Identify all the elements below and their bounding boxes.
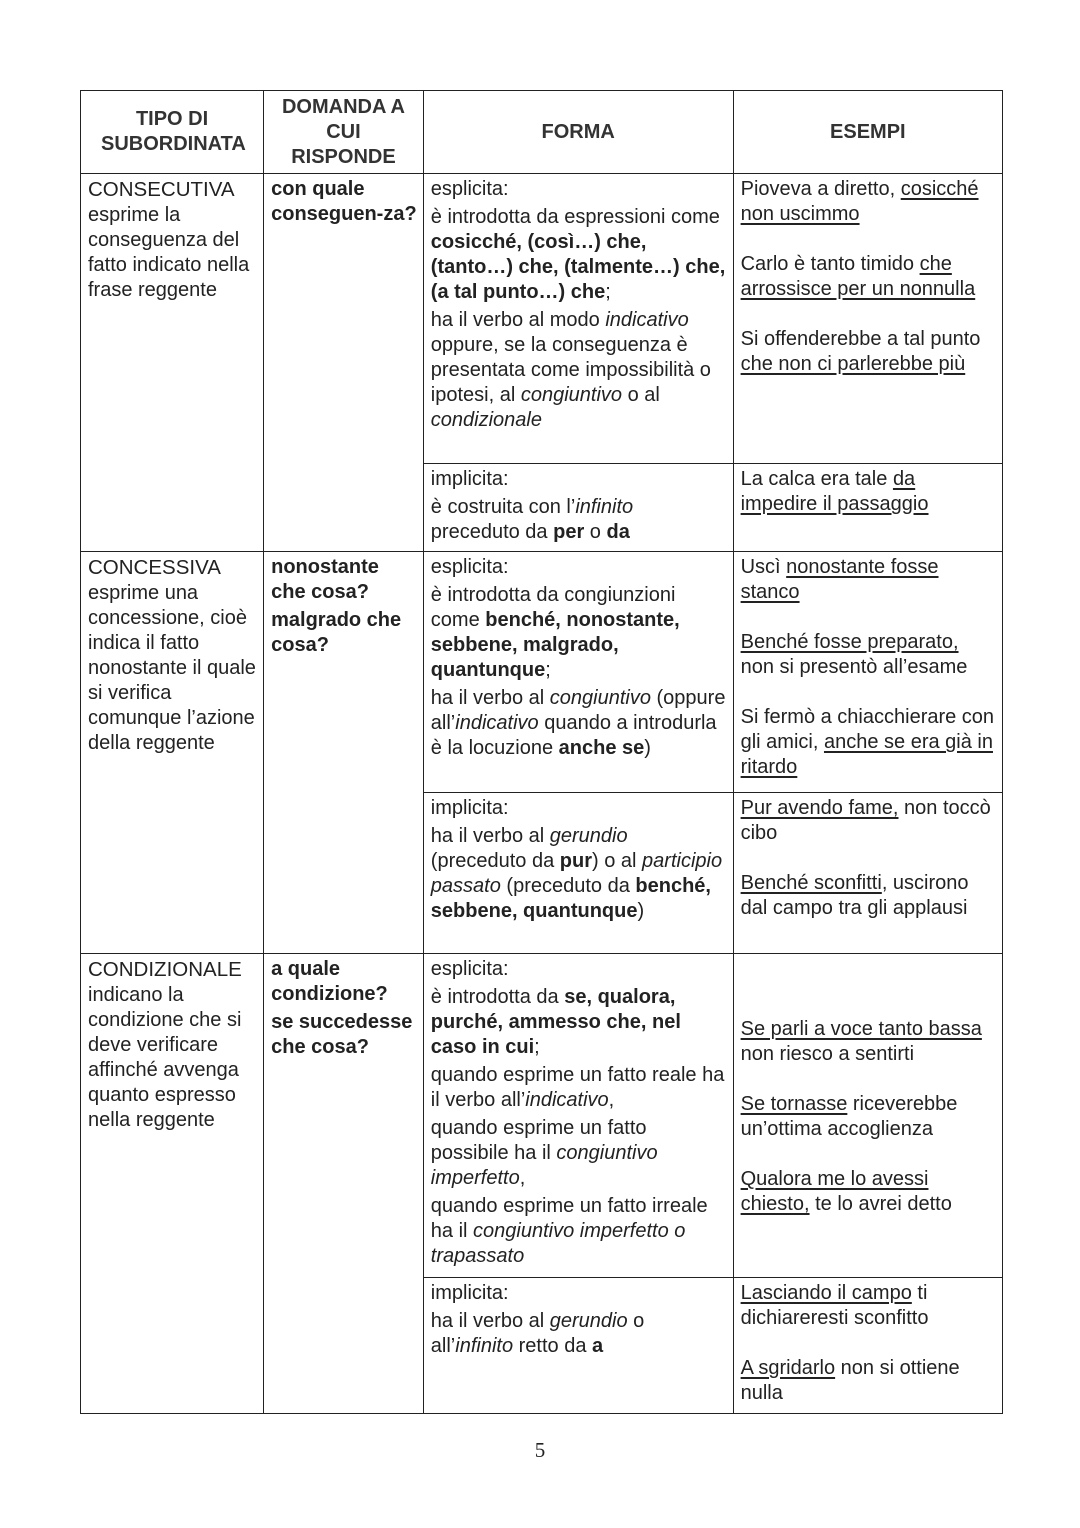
text: quando esprime un fatto reale ha il verbo all’ (430, 1064, 725, 1111)
text: retto da (513, 1335, 592, 1357)
tipo-description: esprime la conseguenza del fatto indicato nella frase reggente (88, 204, 250, 301)
esempio (741, 327, 996, 377)
italic-text: gerundio (549, 825, 628, 847)
text: quando esprime un fatto possibile ha il (430, 1117, 647, 1164)
underlined-text: A sgridarlo (740, 1357, 836, 1379)
page-number: 5 (534, 1438, 546, 1462)
esempio (741, 555, 996, 605)
forma-paragraph (431, 308, 727, 433)
forma-label: esplicita: (430, 958, 509, 980)
domanda-text: malgrado che cosa? (271, 609, 402, 656)
underlined-text: che non ci parlerebbe più (740, 353, 966, 375)
bold-text: benché, sebbene, quantunque (430, 875, 711, 922)
bold-text: anche se (558, 737, 645, 759)
forma-paragraph (431, 205, 727, 305)
table-row (81, 552, 1003, 793)
forma-cell (423, 954, 733, 1278)
text: o al (622, 384, 660, 406)
underlined-text: Se parli a voce tanto bassa (740, 1018, 982, 1040)
header-forma: FORMA (423, 91, 733, 174)
forma-paragraph (431, 495, 727, 545)
italic-text: participio passato (430, 850, 723, 897)
underlined-text: Pur avendo fame, (740, 797, 899, 819)
forma-label: implicita: (430, 468, 509, 490)
text: è costruita con l’ (430, 496, 576, 518)
italic-text: indicativo (605, 309, 689, 331)
text: , uscirono dal campo tra gli applausi (740, 872, 969, 919)
esempi-cell (733, 793, 1002, 954)
text: è introdotta da congiunzioni come (430, 584, 676, 631)
text: ) o al (592, 850, 643, 872)
text: Pioveva a diretto, (740, 178, 901, 200)
tipo-cell (81, 954, 264, 1414)
text: preceduto da (430, 521, 554, 543)
domanda-text: nonostante che cosa? (271, 556, 379, 603)
text: non si ottiene nulla (740, 1357, 960, 1404)
text: ) (637, 900, 645, 922)
forma-cell (423, 552, 733, 793)
tipo-title: CONSECUTIVA (88, 178, 235, 201)
esempio (741, 1017, 996, 1067)
forma-cell (423, 793, 733, 954)
esempio (741, 796, 996, 846)
text: ti dichiareresti sconfitto (740, 1282, 929, 1329)
text: ha il verbo al (430, 687, 550, 709)
esempi-cell (733, 954, 1002, 1278)
bold-text: da (606, 521, 630, 543)
forma-cell (423, 464, 733, 552)
underlined-text: Se tornasse (740, 1093, 848, 1115)
underlined-text: Lasciando il campo (740, 1282, 912, 1304)
text: ha il verbo al (430, 1310, 550, 1332)
esempio (741, 252, 996, 302)
italic-text: congiuntivo (549, 687, 651, 709)
forma-paragraph (431, 1194, 727, 1269)
text: riceverebbe un’ottima accoglienza (740, 1093, 958, 1140)
esempio (741, 871, 996, 921)
domanda-cell (264, 174, 424, 552)
domanda-text: se succedesse che cosa? (271, 1011, 413, 1058)
table-row (81, 954, 1003, 1278)
text: non riesco a sentirti (740, 1043, 915, 1065)
esempio (741, 1092, 996, 1142)
italic-text: infinito (575, 496, 634, 518)
text: ha il verbo al modo (430, 309, 606, 331)
text: o all’ (430, 1310, 645, 1357)
table-row (81, 174, 1003, 464)
forma-paragraph (431, 1063, 727, 1113)
esempi-cell (733, 174, 1002, 464)
text: è introdotta da espressioni come (430, 206, 720, 228)
text: , (608, 1089, 615, 1111)
underlined-text: da impedire il passaggio (740, 468, 929, 515)
domanda-text: a quale condizione? (271, 958, 388, 1005)
forma-label: esplicita: (430, 556, 509, 578)
text: quando a introdurla è la locuzione (430, 712, 717, 759)
text: non si presentò all’esame (740, 656, 968, 678)
domanda-cell (264, 552, 424, 954)
italic-text: gerundio (549, 1310, 628, 1332)
forma-paragraph (431, 1309, 727, 1359)
tipo-cell (81, 552, 264, 954)
text: non toccò cibo (740, 797, 991, 844)
esempio (741, 1281, 996, 1331)
text: o (584, 521, 607, 543)
underlined-text: cosicché non uscimmo (740, 178, 979, 225)
text: ; (605, 281, 611, 303)
text: ) (644, 737, 651, 759)
text: (oppure all’ (430, 687, 726, 734)
underlined-text: nonostante fosse stanco (740, 556, 939, 603)
bold-text: pur (559, 850, 592, 872)
text: (preceduto da (500, 875, 636, 897)
underlined-text: Benché sconfitti (740, 872, 882, 894)
text: , (519, 1167, 526, 1189)
bold-text: per (553, 521, 585, 543)
bold-text: benché, nonostante, sebbene, malgrado, quantunque (430, 609, 680, 681)
esempi-cell (733, 464, 1002, 552)
italic-text: indicativo (455, 712, 539, 734)
forma-paragraph (431, 985, 727, 1060)
text: Uscì (740, 556, 787, 578)
esempio (741, 467, 996, 517)
esempio (741, 705, 996, 780)
text: te lo avrei detto (809, 1193, 952, 1215)
header-domanda: DOMANDA A CUI RISPONDE (264, 91, 424, 174)
italic-text: infinito (455, 1335, 514, 1357)
header-esempi: ESEMPI (733, 91, 1002, 174)
bold-text: a (592, 1335, 604, 1357)
text: (preceduto da (430, 850, 560, 872)
italic-text: condizionale (430, 409, 542, 431)
text: Si fermò a chiacchierare con gli amici, (740, 706, 995, 753)
domanda-text: con quale conseguen-za? (271, 178, 417, 225)
underlined-text: che arrossisce per un nonnulla (740, 253, 976, 300)
forma-paragraph (431, 1116, 727, 1191)
italic-text: congiuntivo imperfetto (430, 1142, 658, 1189)
esempio (741, 1356, 996, 1406)
tipo-description: esprime una concessione, cioè indica il fatto nonostante il quale si verifica comunque l’azione della reggente (88, 582, 256, 754)
header-row (81, 91, 1003, 174)
forma-paragraph (431, 824, 727, 924)
forma-paragraph (431, 686, 727, 761)
esempi-cell (733, 1278, 1002, 1414)
esempio (741, 1167, 996, 1217)
forma-paragraph (431, 583, 727, 683)
esempio (741, 177, 996, 227)
text: ; (545, 659, 551, 681)
esempio (741, 630, 996, 680)
italic-text: indicativo (525, 1089, 609, 1111)
tipo-description: indicano la condizione che si deve verificare affinché avvenga quanto espresso nella reggente (88, 984, 242, 1131)
text: ; (534, 1036, 540, 1058)
underlined-text: anche se era già in ritardo (740, 731, 993, 778)
domanda-cell (264, 954, 424, 1414)
header-tipo: TIPO DI SUBORDINATA (81, 91, 264, 174)
text: oppure, se la conseguenza è presentata come impossibilità o ipotesi, al (430, 334, 711, 406)
forma-cell (423, 1278, 733, 1414)
forma-label: esplicita: (430, 178, 509, 200)
forma-label: implicita: (430, 797, 509, 819)
italic-text: congiuntivo (520, 384, 623, 406)
text: La calca era tale (740, 468, 893, 490)
text: ha il verbo al (430, 825, 550, 847)
tipo-title: CONDIZIONALE (88, 958, 242, 981)
forma-cell (423, 174, 733, 464)
text: quando esprime un fatto irreale ha il (430, 1195, 708, 1242)
tipo-cell (81, 174, 264, 552)
underlined-text: Qualora me lo avessi chiesto, (740, 1168, 929, 1215)
bold-text: se, qualora, purché, ammesso che, nel caso in cui (430, 986, 681, 1058)
italic-text: congiuntivo imperfetto o trapassato (430, 1220, 686, 1267)
esempi-cell (733, 552, 1002, 793)
bold-text: cosicché, (così…) che, (tanto…) che, (talmente…) che, (a tal punto…) che (430, 231, 726, 303)
subordinate-table (80, 90, 1003, 1414)
forma-label: implicita: (430, 1282, 509, 1304)
text: Si offenderebbe a tal punto (740, 328, 981, 350)
underlined-text: Benché fosse preparato, (740, 631, 959, 653)
text: Carlo è tanto timido (740, 253, 920, 275)
text: è introdotta da (430, 986, 565, 1008)
tipo-title: CONCESSIVA (88, 556, 221, 579)
